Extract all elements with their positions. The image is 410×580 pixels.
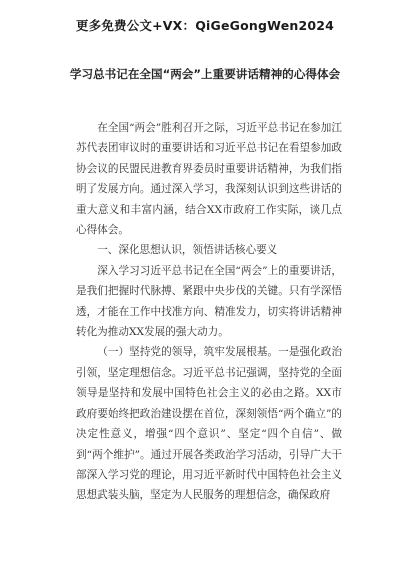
- watermark-header: 更多免费公文+VX：QiGeGongWen2024: [75, 18, 335, 33]
- document-body: [76, 118, 342, 506]
- paragraph-subsection-1: （一）坚持党的领导，筑牢发展根基。一是强化政治引领，坚定理想信念。习近平总书记强调，坚持党的全面领导是坚持和发展中国特色社会主义的必由之路。XX市政府要始终把政治建设摆在首位，深刻领悟“两个确立”的决定性意义，增强“四个意识”、坚定“四个自信”、做到“两个维护”。通过开展各类政治学习活动，引导广大干部深入学习党的理论，用习近平新时代中国特色社会主义思想武装头脑，坚定为人民服务的理想信念，确保政府: [76, 346, 342, 502]
- document-title: 学习总书记在全国“两会”上重要讲话精神的心得体会: [69, 67, 341, 81]
- section-heading-1: 一、深化思想认识，领悟讲话核心要义: [97, 244, 278, 257]
- paragraph-section-1: 深入学习习近平总书记在全国“两会”上的重要讲话，是我们把握时代脉搏、紧跟中央步伐的关键。只有学深悟透，才能在工作中找准方向、精准发力，切实将讲话精神转化为推动XX发展的强大动力。: [76, 264, 342, 339]
- paragraph-intro: 在全国“两会”胜利召开之际，习近平总书记在参加江苏代表团审议时的重要讲话和习近平总书记在看望参加政协会议的民盟民进教育界委员时重要讲话精神，为我们指明了发展方向。通过深入学习，我深刻认识到这些讲话的重大意义和丰富内涵，结合XX市政府工作实际，谈几点心得体会。: [76, 122, 342, 237]
